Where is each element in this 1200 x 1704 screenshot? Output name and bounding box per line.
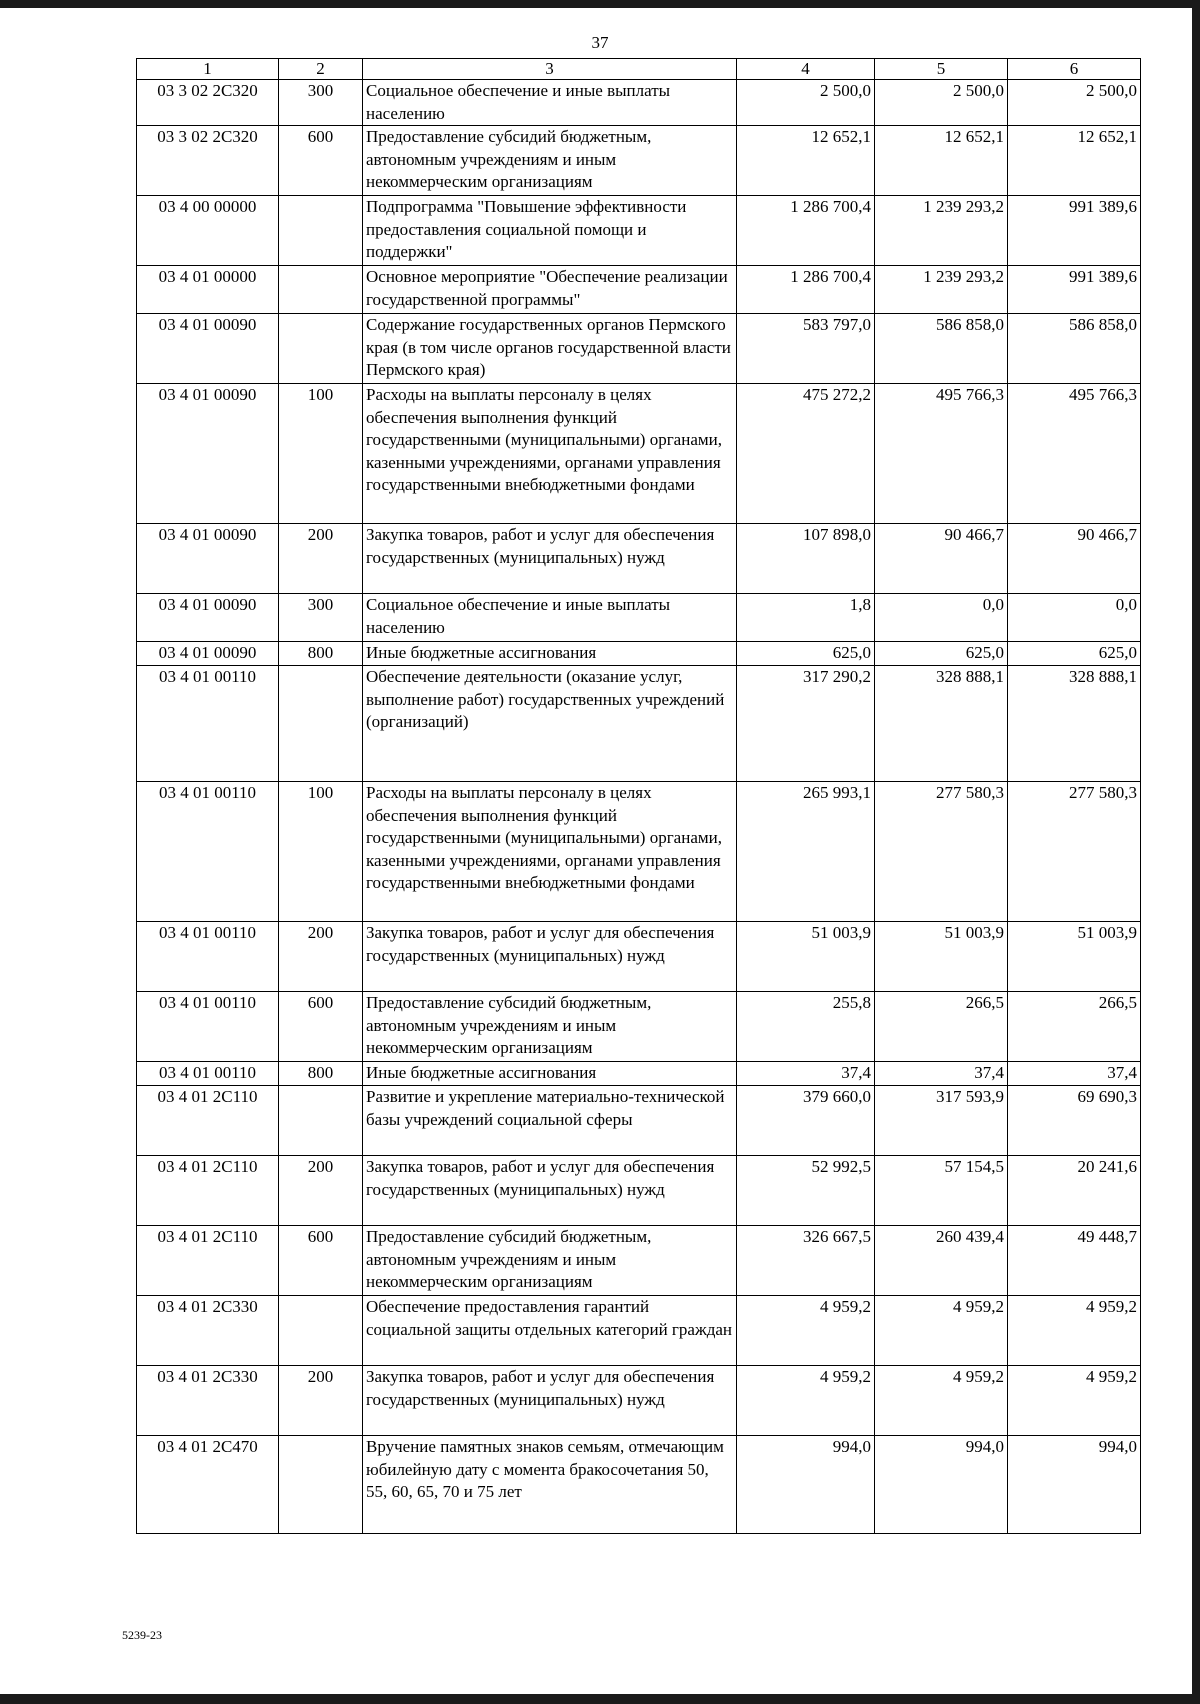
row-amount-col4: 994,0 xyxy=(737,1436,875,1534)
row-code: 03 4 01 00110 xyxy=(137,1062,279,1086)
column-header: 6 xyxy=(1008,59,1141,80)
row-amount-col4: 265 993,1 xyxy=(737,782,875,922)
row-amount-col4: 1 286 700,4 xyxy=(737,266,875,314)
row-amount-col6: 4 959,2 xyxy=(1008,1296,1141,1366)
row-amount-col6: 991 389,6 xyxy=(1008,266,1141,314)
row-description: Предоставление субсидий бюджетным, автономным учреждениям и иным некоммерческим организациям xyxy=(363,126,737,196)
row-amount-col5: 328 888,1 xyxy=(875,666,1008,782)
row-code: 03 4 01 2C110 xyxy=(137,1156,279,1226)
row-amount-col4: 107 898,0 xyxy=(737,524,875,594)
row-description: Закупка товаров, работ и услуг для обеспечения государственных (муниципальных) нужд xyxy=(363,1156,737,1226)
row-amount-col6: 49 448,7 xyxy=(1008,1226,1141,1296)
row-amount-col5: 12 652,1 xyxy=(875,126,1008,196)
row-description: Подпрограмма "Повышение эффективности предоставления социальной помощи и поддержки" xyxy=(363,196,737,266)
table-row xyxy=(137,314,1141,384)
column-header: 5 xyxy=(875,59,1008,80)
row-description: Вручение памятных знаков семьям, отмечающим юбилейную дату с момента бракосочетания 50, 55, 60, 65, 70 и 75 лет xyxy=(363,1436,737,1534)
row-amount-col5: 1 239 293,2 xyxy=(875,266,1008,314)
row-expense-type xyxy=(279,1436,363,1534)
row-code: 03 4 01 00090 xyxy=(137,642,279,666)
row-amount-col6: 625,0 xyxy=(1008,642,1141,666)
row-amount-col4: 317 290,2 xyxy=(737,666,875,782)
row-expense-type xyxy=(279,666,363,782)
table-row xyxy=(137,80,1141,126)
row-code: 03 4 01 00090 xyxy=(137,314,279,384)
table-row xyxy=(137,1086,1141,1156)
row-expense-type xyxy=(279,196,363,266)
row-amount-col6: 495 766,3 xyxy=(1008,384,1141,524)
table-row xyxy=(137,1062,1141,1086)
row-amount-col4: 379 660,0 xyxy=(737,1086,875,1156)
column-header: 1 xyxy=(137,59,279,80)
row-amount-col5: 57 154,5 xyxy=(875,1156,1008,1226)
row-description: Содержание государственных органов Пермского края (в том числе органов государственной власти Пермского края) xyxy=(363,314,737,384)
scan-border-right xyxy=(1192,0,1200,1704)
row-description: Основное мероприятие "Обеспечение реализации государственной программы" xyxy=(363,266,737,314)
table-row xyxy=(137,524,1141,594)
row-amount-col5: 1 239 293,2 xyxy=(875,196,1008,266)
row-expense-type xyxy=(279,1086,363,1156)
row-expense-type: 300 xyxy=(279,594,363,642)
row-amount-col5: 4 959,2 xyxy=(875,1296,1008,1366)
row-code: 03 4 01 00110 xyxy=(137,782,279,922)
row-description: Обеспечение деятельности (оказание услуг, выполнение работ) государственных учреждений (организаций) xyxy=(363,666,737,782)
row-amount-col6: 2 500,0 xyxy=(1008,80,1141,126)
row-amount-col5: 37,4 xyxy=(875,1062,1008,1086)
row-expense-type: 200 xyxy=(279,1366,363,1436)
row-amount-col6: 266,5 xyxy=(1008,992,1141,1062)
row-expense-type: 800 xyxy=(279,642,363,666)
row-code: 03 4 01 2C470 xyxy=(137,1436,279,1534)
row-code: 03 4 01 2C110 xyxy=(137,1086,279,1156)
table-row xyxy=(137,266,1141,314)
row-amount-col5: 994,0 xyxy=(875,1436,1008,1534)
row-code: 03 4 01 2C330 xyxy=(137,1296,279,1366)
row-amount-col5: 0,0 xyxy=(875,594,1008,642)
row-expense-type: 600 xyxy=(279,1226,363,1296)
row-expense-type: 600 xyxy=(279,126,363,196)
row-expense-type: 200 xyxy=(279,922,363,992)
row-expense-type: 100 xyxy=(279,782,363,922)
table-row xyxy=(137,992,1141,1062)
table-row xyxy=(137,126,1141,196)
row-code: 03 3 02 2C320 xyxy=(137,80,279,126)
table-row xyxy=(137,384,1141,524)
row-expense-type: 200 xyxy=(279,1156,363,1226)
column-header: 2 xyxy=(279,59,363,80)
row-expense-type xyxy=(279,314,363,384)
table-row xyxy=(137,1436,1141,1534)
row-amount-col4: 2 500,0 xyxy=(737,80,875,126)
row-amount-col5: 51 003,9 xyxy=(875,922,1008,992)
row-code: 03 4 01 2C330 xyxy=(137,1366,279,1436)
row-expense-type: 800 xyxy=(279,1062,363,1086)
row-code: 03 4 01 00090 xyxy=(137,384,279,524)
table-row xyxy=(137,666,1141,782)
row-amount-col4: 4 959,2 xyxy=(737,1296,875,1366)
row-description: Обеспечение предоставления гарантий социальной защиты отдельных категорий граждан xyxy=(363,1296,737,1366)
row-amount-col4: 51 003,9 xyxy=(737,922,875,992)
row-amount-col6: 37,4 xyxy=(1008,1062,1141,1086)
column-header: 3 xyxy=(363,59,737,80)
table-row xyxy=(137,1366,1141,1436)
row-description: Иные бюджетные ассигнования xyxy=(363,642,737,666)
row-expense-type xyxy=(279,266,363,314)
table-row xyxy=(137,594,1141,642)
row-code: 03 4 01 00090 xyxy=(137,524,279,594)
row-amount-col4: 4 959,2 xyxy=(737,1366,875,1436)
row-amount-col6: 328 888,1 xyxy=(1008,666,1141,782)
row-description: Социальное обеспечение и иные выплаты населению xyxy=(363,594,737,642)
row-expense-type: 300 xyxy=(279,80,363,126)
row-amount-col5: 625,0 xyxy=(875,642,1008,666)
row-expense-type: 100 xyxy=(279,384,363,524)
row-code: 03 4 00 00000 xyxy=(137,196,279,266)
row-description: Закупка товаров, работ и услуг для обеспечения государственных (муниципальных) нужд xyxy=(363,524,737,594)
table-row xyxy=(137,642,1141,666)
row-description: Предоставление субсидий бюджетным, автономным учреждениям и иным некоммерческим организациям xyxy=(363,992,737,1062)
row-description: Закупка товаров, работ и услуг для обеспечения государственных (муниципальных) нужд xyxy=(363,922,737,992)
row-amount-col4: 1 286 700,4 xyxy=(737,196,875,266)
row-description: Предоставление субсидий бюджетным, автономным учреждениям и иным некоммерческим организациям xyxy=(363,1226,737,1296)
scan-border-top xyxy=(0,0,1200,8)
row-amount-col6: 12 652,1 xyxy=(1008,126,1141,196)
row-code: 03 4 01 00000 xyxy=(137,266,279,314)
row-code: 03 3 02 2C320 xyxy=(137,126,279,196)
row-description: Развитие и укрепление материально-технической базы учреждений социальной сферы xyxy=(363,1086,737,1156)
row-amount-col5: 317 593,9 xyxy=(875,1086,1008,1156)
row-amount-col6: 90 466,7 xyxy=(1008,524,1141,594)
row-amount-col6: 991 389,6 xyxy=(1008,196,1141,266)
table-row xyxy=(137,1156,1141,1226)
row-amount-col4: 12 652,1 xyxy=(737,126,875,196)
row-amount-col5: 260 439,4 xyxy=(875,1226,1008,1296)
table-row xyxy=(137,922,1141,992)
page-number: 37 xyxy=(591,33,609,52)
document-code: 5239-23 xyxy=(122,1628,162,1642)
row-amount-col4: 625,0 xyxy=(737,642,875,666)
row-amount-col4: 475 272,2 xyxy=(737,384,875,524)
header-row xyxy=(137,59,1141,80)
row-code: 03 4 01 00110 xyxy=(137,666,279,782)
row-description: Иные бюджетные ассигнования xyxy=(363,1062,737,1086)
row-amount-col4: 52 992,5 xyxy=(737,1156,875,1226)
table-row xyxy=(137,1296,1141,1366)
row-amount-col6: 20 241,6 xyxy=(1008,1156,1141,1226)
row-amount-col6: 51 003,9 xyxy=(1008,922,1141,992)
row-expense-type xyxy=(279,1296,363,1366)
row-expense-type: 600 xyxy=(279,992,363,1062)
row-description: Социальное обеспечение и иные выплаты населению xyxy=(363,80,737,126)
row-description: Расходы на выплаты персоналу в целях обеспечения выполнения функций государственными (муниципальными) органами, казенными учреждениями, органами управления государственными внебюджетными фондами xyxy=(363,782,737,922)
row-amount-col5: 2 500,0 xyxy=(875,80,1008,126)
row-amount-col6: 0,0 xyxy=(1008,594,1141,642)
row-amount-col4: 1,8 xyxy=(737,594,875,642)
row-code: 03 4 01 2C110 xyxy=(137,1226,279,1296)
row-expense-type: 200 xyxy=(279,524,363,594)
table-row xyxy=(137,782,1141,922)
table-body xyxy=(137,80,1141,1534)
row-amount-col6: 4 959,2 xyxy=(1008,1366,1141,1436)
row-amount-col4: 37,4 xyxy=(737,1062,875,1086)
column-header: 4 xyxy=(737,59,875,80)
budget-table xyxy=(136,58,1141,1534)
row-amount-col6: 994,0 xyxy=(1008,1436,1141,1534)
row-description: Закупка товаров, работ и услуг для обеспечения государственных (муниципальных) нужд xyxy=(363,1366,737,1436)
row-amount-col5: 277 580,3 xyxy=(875,782,1008,922)
row-amount-col5: 4 959,2 xyxy=(875,1366,1008,1436)
row-code: 03 4 01 00110 xyxy=(137,992,279,1062)
row-code: 03 4 01 00090 xyxy=(137,594,279,642)
table-row xyxy=(137,196,1141,266)
row-amount-col6: 69 690,3 xyxy=(1008,1086,1141,1156)
row-amount-col6: 586 858,0 xyxy=(1008,314,1141,384)
row-amount-col5: 495 766,3 xyxy=(875,384,1008,524)
row-amount-col4: 255,8 xyxy=(737,992,875,1062)
row-description: Расходы на выплаты персоналу в целях обеспечения выполнения функций государственными (муниципальными) органами, казенными учреждениями, органами управления государственными внебюджетными фондами xyxy=(363,384,737,524)
row-amount-col5: 90 466,7 xyxy=(875,524,1008,594)
row-amount-col4: 583 797,0 xyxy=(737,314,875,384)
row-amount-col5: 266,5 xyxy=(875,992,1008,1062)
row-amount-col4: 326 667,5 xyxy=(737,1226,875,1296)
row-code: 03 4 01 00110 xyxy=(137,922,279,992)
row-amount-col5: 586 858,0 xyxy=(875,314,1008,384)
scan-border-bottom xyxy=(0,1694,1200,1704)
table-row xyxy=(137,1226,1141,1296)
row-amount-col6: 277 580,3 xyxy=(1008,782,1141,922)
